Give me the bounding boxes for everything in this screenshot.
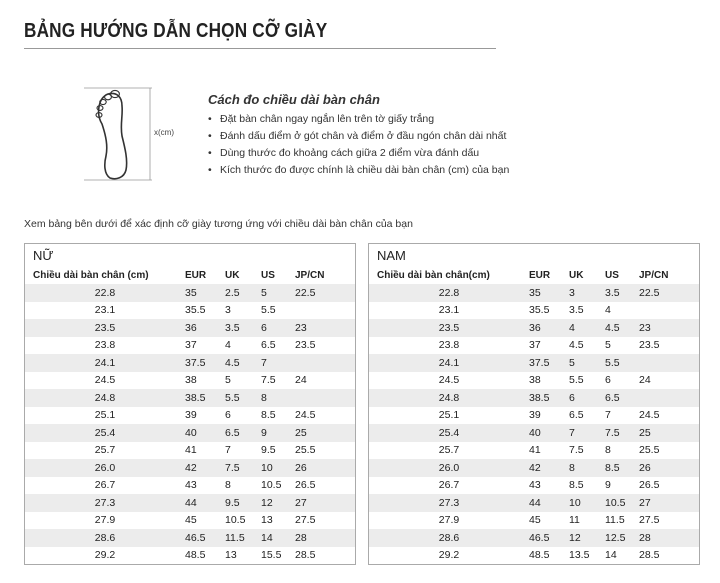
table-cell: 28 <box>639 529 699 547</box>
table-cell: 11.5 <box>605 514 625 527</box>
table-cell: 8 <box>225 479 231 492</box>
how-to-step: • Đánh dấu điểm ở gót chân và điểm ở đầu ngón chân dài nhất <box>206 128 509 145</box>
table-cell: 24 <box>295 374 307 387</box>
table-cell: 4 <box>569 319 605 337</box>
table-cell: 6.5 <box>569 409 584 422</box>
table-cell: 48.5 <box>185 549 206 562</box>
table-cell: 23.8 <box>438 339 460 352</box>
column-header: EUR <box>529 266 569 284</box>
table-cell: 37.5 <box>529 354 569 372</box>
table-cell: 43 <box>529 479 541 492</box>
table-cell: 7 <box>225 444 231 457</box>
table-cell: 42 <box>529 459 569 477</box>
table-cell: 27.3 <box>369 494 529 512</box>
table-cell: 5.5 <box>225 389 261 407</box>
table-row <box>25 407 355 425</box>
table-cell: 44 <box>185 494 225 512</box>
table-cell: 5 <box>261 284 295 302</box>
table-cell: 40 <box>529 424 569 442</box>
table-cell: 11.5 <box>225 529 261 547</box>
table-row <box>369 424 699 442</box>
table-cell: 41 <box>185 444 197 457</box>
table-cell: 7 <box>569 424 605 442</box>
table-row <box>25 302 355 320</box>
table-cell: 12 <box>261 494 295 512</box>
table-cell: 45 <box>529 514 541 527</box>
table-cell: 26.7 <box>94 479 116 492</box>
table-cell <box>295 354 355 372</box>
table-cell: 4 <box>605 304 611 317</box>
table-cell: 4 <box>225 339 231 352</box>
table-cell: 11 <box>569 514 580 527</box>
table-cell: 24.5 <box>438 374 460 387</box>
table-cell: 25 <box>639 424 699 442</box>
table-cell: 26 <box>295 459 355 477</box>
table-row <box>369 512 699 530</box>
table-cell: 3 <box>225 304 231 317</box>
table-cell: 9.5 <box>261 444 276 457</box>
table-cell: 12.5 <box>605 529 639 547</box>
page-title: BẢNG HƯỚNG DẪN CHỌN CỠ GIÀY <box>24 20 328 42</box>
table-cell: 24.5 <box>295 409 316 422</box>
table-cell: 39 <box>529 409 541 422</box>
table-cell: 5.5 <box>605 354 639 372</box>
table-cell: 5 <box>605 339 611 352</box>
table-cell: 22.5 <box>295 284 355 302</box>
table-row <box>25 354 355 372</box>
table-cell: 24.5 <box>639 409 660 422</box>
table-cell: 23.5 <box>639 339 660 352</box>
table-cell: 3 <box>569 284 605 302</box>
column-header: JP/CN <box>295 266 355 284</box>
how-to-steps <box>206 111 509 179</box>
table-cell: 6.5 <box>225 424 261 442</box>
table-cell: 38 <box>529 374 541 387</box>
table-cell: 38 <box>185 374 197 387</box>
table-cell: 22.5 <box>639 284 699 302</box>
column-header: JP/CN <box>639 266 699 284</box>
table-cell: 38.5 <box>529 389 569 407</box>
table-cell: 35 <box>185 284 225 302</box>
table-cell: 37 <box>529 339 541 352</box>
table-cell: 4.5 <box>225 354 261 372</box>
table-cell: 37 <box>185 339 197 352</box>
table-cell: 25.7 <box>438 444 460 457</box>
table-cell: 27.5 <box>295 514 316 527</box>
table-cell: 26.7 <box>438 479 460 492</box>
table-cell: 25.7 <box>94 444 116 457</box>
table-cell: 38.5 <box>185 389 225 407</box>
column-header: UK <box>569 266 605 284</box>
table-cell: 12 <box>569 529 605 547</box>
table-cell: 9.5 <box>225 494 261 512</box>
table-cell: 46.5 <box>185 529 225 547</box>
table-cell: 40 <box>185 424 225 442</box>
table-cell <box>639 354 699 372</box>
table-cell: 28.5 <box>295 549 316 562</box>
table-cell: 5.5 <box>569 374 584 387</box>
column-header: US <box>261 266 295 284</box>
table-cell: 26.0 <box>25 459 185 477</box>
table-cell: 44 <box>529 494 569 512</box>
table-cell: 23.1 <box>438 304 460 317</box>
column-header: UK <box>225 266 261 284</box>
foot-measurement-illustration <box>82 84 182 184</box>
table-cell: 22.8 <box>25 284 185 302</box>
column-header: EUR <box>185 266 225 284</box>
table-cell: 25.1 <box>438 409 460 422</box>
how-to-title: Cách đo chiều dài bàn chân <box>208 92 380 107</box>
table-cell: 35.5 <box>529 304 550 317</box>
table-cell: 26.5 <box>295 479 316 492</box>
table-cell: 25.5 <box>295 444 316 457</box>
dimension-label: x(cm) <box>154 128 174 137</box>
table-cell: 37.5 <box>185 354 225 372</box>
table-cell <box>295 302 355 320</box>
table-cell: 26.5 <box>639 479 660 492</box>
table-cell: 6 <box>225 409 231 422</box>
table-cell: 29.2 <box>438 549 460 562</box>
table-row <box>369 407 699 425</box>
table-row <box>369 319 699 337</box>
table-row <box>369 337 699 355</box>
header-row <box>25 266 355 284</box>
how-to-step: • Kích thước đo được chính là chiều dài bàn chân (cm) của bạn <box>206 162 509 179</box>
table-cell: 8.5 <box>261 409 276 422</box>
table-cell: 9 <box>261 424 295 442</box>
table-cell: 27.3 <box>25 494 185 512</box>
table-cell: 27 <box>639 494 699 512</box>
table-cell: 5 <box>225 374 231 387</box>
table-cell: 24.8 <box>369 389 529 407</box>
header-row <box>369 266 699 284</box>
table-cell: 24.1 <box>25 354 185 372</box>
table-cell: 26 <box>639 459 699 477</box>
table-cell: 43 <box>185 479 197 492</box>
table-cell: 4.5 <box>605 319 639 337</box>
table-cell: 7.5 <box>225 459 261 477</box>
column-header: US <box>605 266 639 284</box>
table-cell: 4.5 <box>569 339 584 352</box>
table-cell: 23.5 <box>369 319 529 337</box>
table-cell: 23 <box>295 319 355 337</box>
table-cell: 6 <box>261 319 295 337</box>
table-cell: 27.9 <box>94 514 116 527</box>
table-cell: 8.5 <box>569 479 584 492</box>
table-cell: 3.5 <box>605 284 639 302</box>
table-cell: 24 <box>639 374 651 387</box>
table-cell: 23.5 <box>25 319 185 337</box>
table-cell: 9 <box>605 479 611 492</box>
how-to-step: • Đặt bàn chân ngay ngắn lên trên tờ giấy trắng <box>206 111 509 128</box>
table-cell: 27.9 <box>438 514 460 527</box>
title-divider <box>24 48 496 49</box>
table-row <box>369 459 699 477</box>
table-row <box>369 354 699 372</box>
table-cell: 13 <box>225 549 237 562</box>
table-row <box>369 389 699 407</box>
table-row <box>25 424 355 442</box>
table-cell: 27.5 <box>639 514 660 527</box>
table-row <box>369 529 699 547</box>
table-cell: 6.5 <box>261 339 276 352</box>
table-row <box>25 547 355 565</box>
table-cell: 7 <box>261 354 295 372</box>
table-row <box>369 477 699 495</box>
table-cell: 10 <box>261 459 295 477</box>
table-cell: 23.5 <box>295 339 316 352</box>
table-cell: 8 <box>605 444 611 457</box>
table-row <box>25 529 355 547</box>
table-row <box>25 337 355 355</box>
table-cell: 29.2 <box>94 549 116 562</box>
table-row <box>25 494 355 512</box>
men-size-grid <box>369 266 699 564</box>
table-cell: 5.5 <box>261 304 276 317</box>
table-row <box>25 319 355 337</box>
table-cell: 10.5 <box>225 514 246 527</box>
table-cell: 42 <box>185 459 225 477</box>
table-cell: 23 <box>639 319 699 337</box>
table-cell: 10 <box>569 494 605 512</box>
table-row <box>369 284 699 302</box>
intro-text: Xem bảng bên dưới để xác định cỡ giày tương ứng với chiều dài bàn chân của bạn <box>24 218 413 230</box>
table-cell: 25.5 <box>639 444 660 457</box>
table-cell: 36 <box>529 319 569 337</box>
table-cell: 3.5 <box>225 319 261 337</box>
table-cell: 15.5 <box>261 549 282 562</box>
women-table-title: NỮ <box>33 248 54 263</box>
table-cell: 2.5 <box>225 284 261 302</box>
table-cell: 24.5 <box>94 374 116 387</box>
table-cell: 23.1 <box>94 304 116 317</box>
table-row <box>369 372 699 390</box>
table-cell: 7.5 <box>569 444 584 457</box>
table-cell: 14 <box>605 549 617 562</box>
table-cell: 13 <box>261 514 273 527</box>
table-cell: 8.5 <box>605 459 639 477</box>
table-cell: 28.6 <box>25 529 185 547</box>
table-cell: 35.5 <box>185 304 206 317</box>
table-cell: 48.5 <box>529 549 550 562</box>
table-cell: 28.6 <box>369 529 529 547</box>
table-row <box>25 372 355 390</box>
table-cell: 3.5 <box>569 304 584 317</box>
table-cell: 36 <box>185 319 225 337</box>
women-size-table <box>24 243 356 565</box>
table-cell: 39 <box>185 409 197 422</box>
table-cell <box>639 302 699 320</box>
table-cell: 13.5 <box>569 549 590 562</box>
column-header: Chiều dài bàn chân (cm) <box>25 266 185 284</box>
table-cell: 6.5 <box>605 389 639 407</box>
table-cell: 22.8 <box>369 284 529 302</box>
table-row <box>25 389 355 407</box>
table-cell: 10.5 <box>605 494 639 512</box>
table-cell: 25.1 <box>94 409 116 422</box>
table-cell: 10.5 <box>261 479 282 492</box>
table-cell: 25.4 <box>369 424 529 442</box>
men-table-title: NAM <box>377 248 406 263</box>
table-cell: 6 <box>605 374 611 387</box>
table-cell: 28 <box>295 529 355 547</box>
table-cell <box>295 389 355 407</box>
table-cell: 35 <box>529 284 569 302</box>
table-cell: 45 <box>185 514 197 527</box>
table-cell: 7.5 <box>261 374 276 387</box>
table-cell: 23.8 <box>94 339 116 352</box>
table-cell: 25 <box>295 424 355 442</box>
table-row <box>369 494 699 512</box>
table-cell: 24.8 <box>25 389 185 407</box>
table-cell: 14 <box>261 529 295 547</box>
women-size-grid <box>25 266 355 564</box>
table-row <box>369 442 699 460</box>
table-cell: 24.1 <box>369 354 529 372</box>
table-row <box>25 477 355 495</box>
table-cell: 46.5 <box>529 529 569 547</box>
table-cell: 6 <box>569 389 605 407</box>
table-cell: 25.4 <box>25 424 185 442</box>
table-row <box>25 512 355 530</box>
table-cell <box>639 389 699 407</box>
table-cell: 28.5 <box>639 549 660 562</box>
table-row <box>25 442 355 460</box>
table-cell: 8 <box>569 459 605 477</box>
column-header: Chiều dài bàn chân(cm) <box>369 266 529 284</box>
table-row <box>25 284 355 302</box>
table-cell: 7 <box>605 409 611 422</box>
table-cell: 5 <box>569 354 605 372</box>
table-cell: 26.0 <box>369 459 529 477</box>
table-cell: 7.5 <box>605 424 639 442</box>
table-cell: 8 <box>261 389 295 407</box>
table-row <box>369 302 699 320</box>
table-cell: 41 <box>529 444 541 457</box>
table-cell: 27 <box>295 494 355 512</box>
table-row <box>369 547 699 565</box>
men-size-table <box>368 243 700 565</box>
table-row <box>25 459 355 477</box>
how-to-step: • Dùng thước đo khoảng cách giữa 2 điểm vừa đánh dấu <box>206 145 509 162</box>
